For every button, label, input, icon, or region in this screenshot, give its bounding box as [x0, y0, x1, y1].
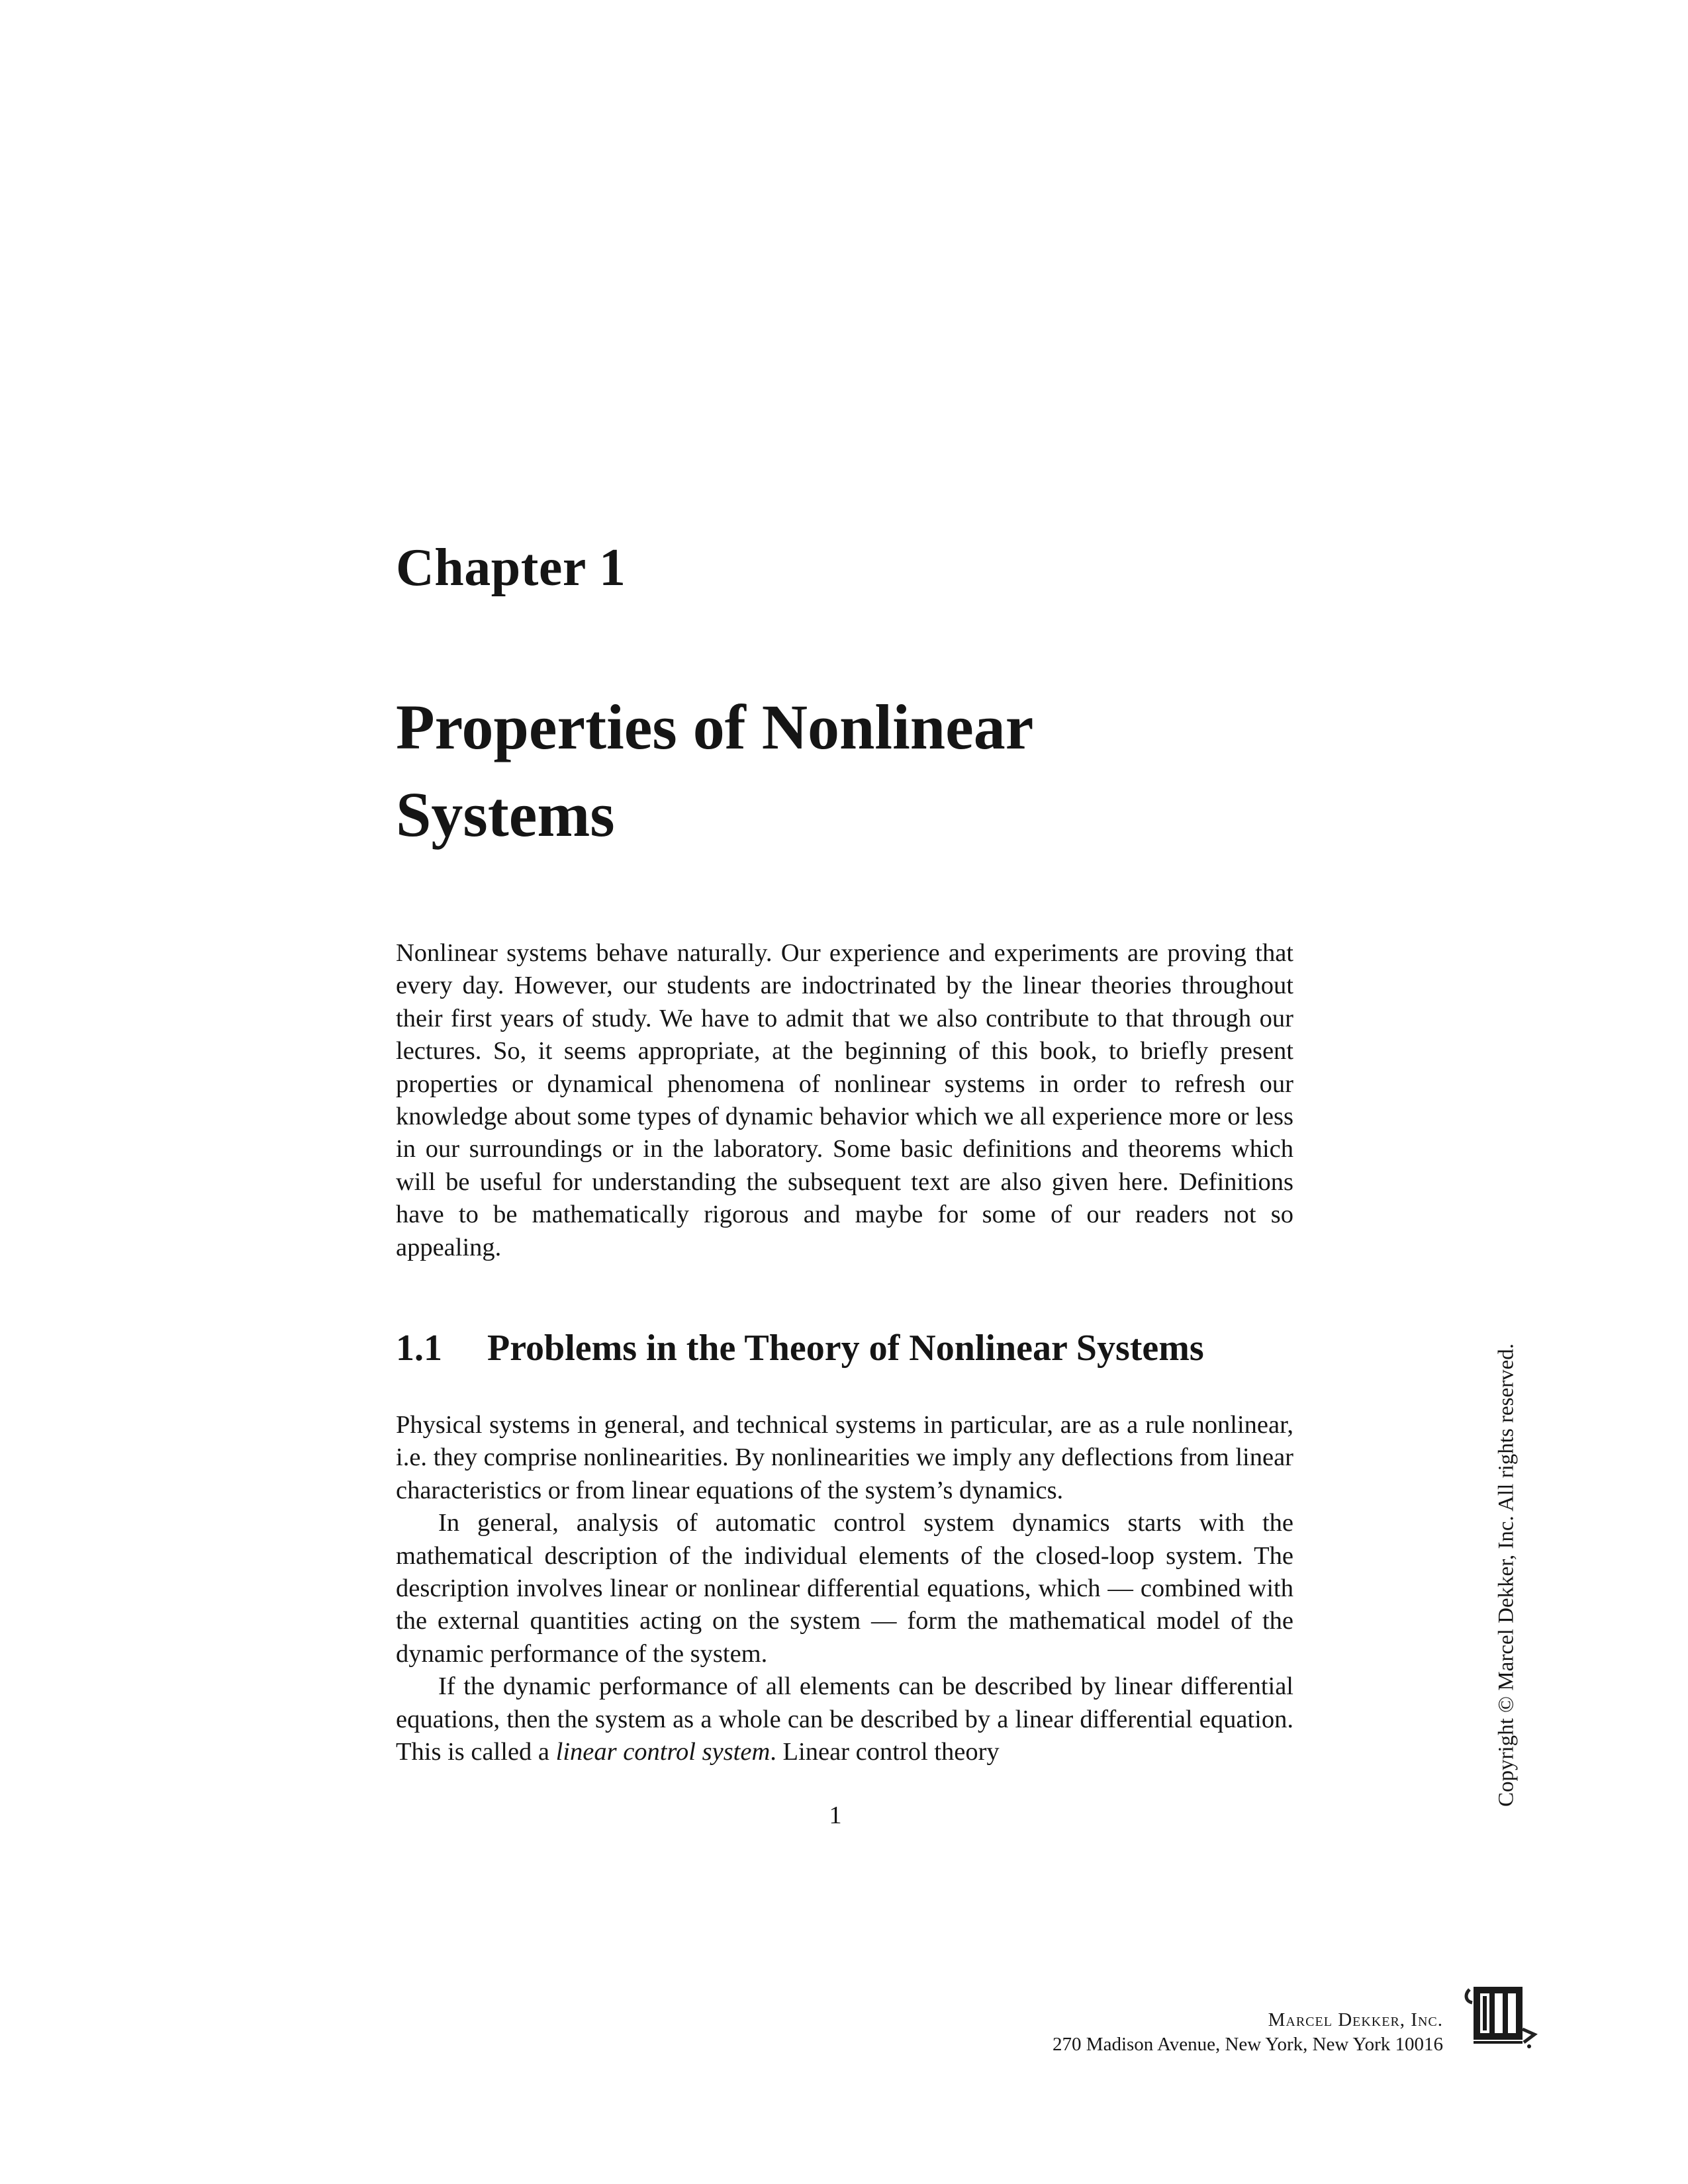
- intro-paragraph: Nonlinear systems behave naturally. Our experience and experiments are proving that every day. However, our students are indoctrinated by the linear theories throughout their first years of study. We have to admit that we also contribute to that through our lectures. So, it seems appropriate, at the beginning of this book, to briefly present properties or dynamical phenomena of nonlinear systems in order to refresh our knowledge about some types of dynamic behavior which we all experience more or less in our surroundings or in the laboratory. Some basic definitions and theorems which will be useful for understanding the subsequent text are also given here. Definitions have to be mathematically rigorous and maybe for some of our readers not so appealing.: [396, 939, 1293, 1261]
- page-number: 1: [829, 1801, 842, 1829]
- section-paragraph-3-text: If the dynamic performance of all elements can be described by linear differential equations, then the system as a whole can be described by a linear differential equation. This is called a: [396, 1672, 1293, 1766]
- section-number: 1.1: [396, 1328, 442, 1369]
- section-title: Problems in the Theory of Nonlinear Systems: [487, 1328, 1204, 1369]
- section-paragraph-3-continuation: . Linear control theory: [770, 1738, 1000, 1766]
- publisher-imprint: [1053, 2008, 1443, 2057]
- chapter-title: [396, 684, 1389, 858]
- section-paragraph-3: [396, 1670, 1293, 1768]
- intro-text: [396, 937, 1293, 1264]
- chapter-title-line-1: Properties of Nonlinear: [396, 692, 1034, 762]
- linear-control-system-emphasis: linear control system: [555, 1738, 771, 1766]
- section-body: [396, 1409, 1293, 1768]
- publisher-name: Marcel Dekker, Inc.: [1268, 2009, 1443, 2030]
- chapter-label: Chapter 1: [396, 539, 626, 597]
- section-paragraph-2: In general, analysis of automatic control system dynamics starts with the mathematical description of the individual elements of the closed-loop system. The description involves linear or nonlinear differential equations, which — combined with the external quantities acting on the system — form the mathematical model of the dynamic performance of the system.: [396, 1509, 1293, 1668]
- publisher-logo-icon: [1460, 1978, 1540, 2052]
- publisher-address: 270 Madison Avenue, New York, New York 10016: [1053, 2034, 1443, 2055]
- section-paragraph-1: Physical systems in general, and technical systems in particular, are as a rule nonlinear, i.e. they comprise nonlinearities. By nonlinearities we imply any deflections from linear characteristics or from linear equations of the system’s dynamics.: [396, 1411, 1293, 1504]
- section-heading: [396, 1328, 1204, 1369]
- copyright-text: Copyright © Marcel Dekker, Inc. All rights reserved.: [1494, 1343, 1519, 1807]
- chapter-title-line-2: Systems: [396, 779, 615, 850]
